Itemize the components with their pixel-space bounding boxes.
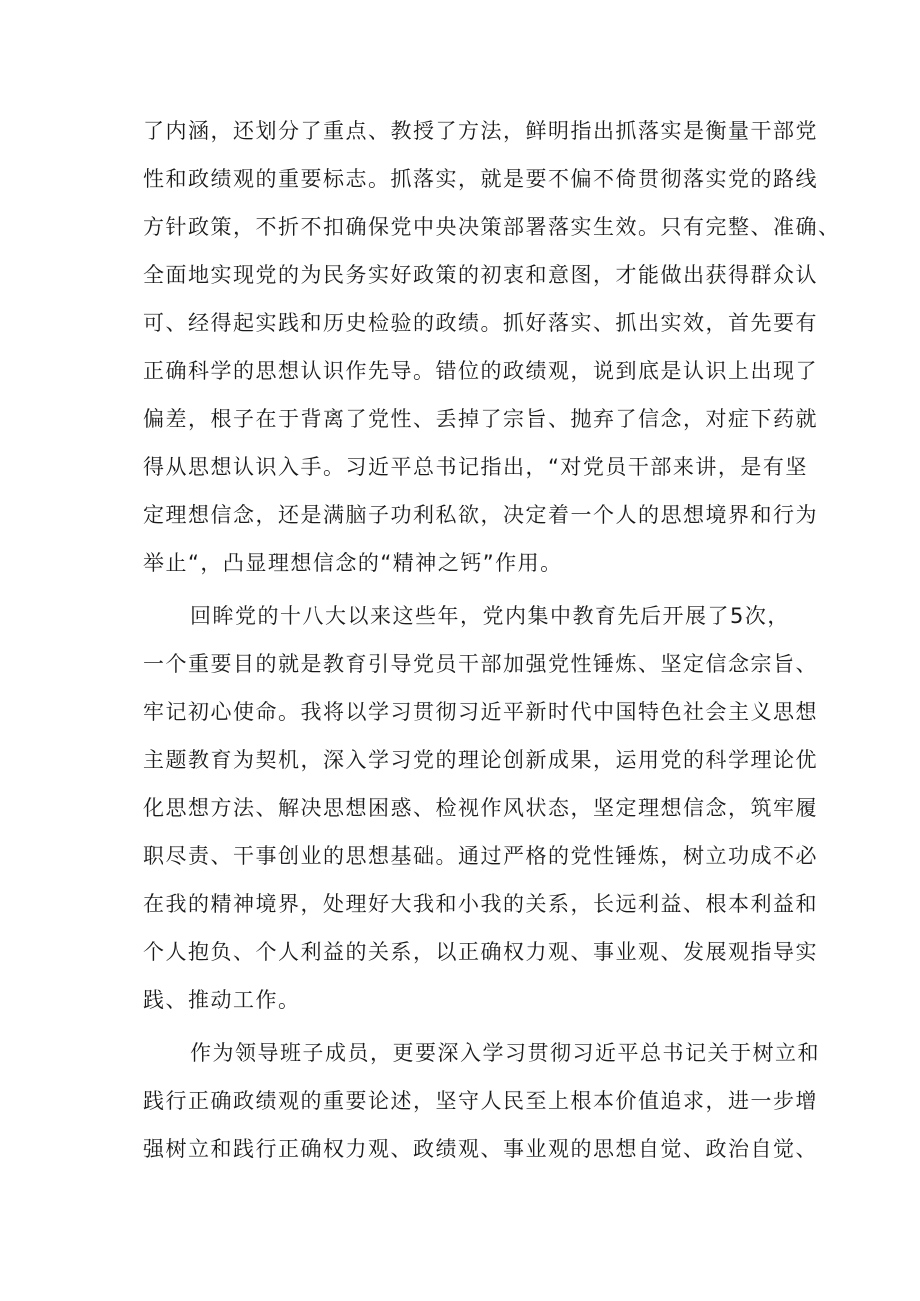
text-line: 定理想信念，还是满脑子功利私欲，决定着一个人的思想境界和行为 — [143, 503, 818, 527]
text-line: 偏差，根子在于背离了党性、丢掉了宗旨、抛弃了信念，对症下药就 — [143, 407, 818, 431]
text-line: 回眸党的十八大以来这些年，党内集中教育先后开展了5次， — [190, 604, 790, 628]
text-line: 可、经得起实践和历史检验的政绩。抓好落实、抓出实效，首先要有 — [143, 311, 818, 335]
text-line: 强树立和践行正确权力观、政绩观、事业观的思想自觉、政治自觉、 — [143, 1137, 818, 1161]
text-line: 作为领导班子成员，更要深入学习贯彻习近平总书记关于树立和 — [190, 1041, 820, 1065]
text-line: 在我的精神境界，处理好大我和小我的关系，长远利益、根本利益和 — [143, 892, 818, 916]
text-line: 践行正确政绩观的重要论述，坚守人民至上根本价值追求，进一步增 — [143, 1089, 818, 1113]
text-line: 举止“，凸显理想信念的“精神之钙”作用。 — [143, 551, 563, 575]
text-line: 践、推动工作。 — [143, 988, 301, 1012]
text-line: 个人抱负、个人利益的关系，以正确权力观、事业观、发展观指导实 — [143, 940, 818, 964]
text-line: 全面地实现党的为民务实好政策的初衷和意图，才能做出获得群众认 — [143, 263, 818, 287]
text-line: 方针政策，不折不扣确保党中央决策部署落实生效。只有完整、准确、 — [143, 215, 841, 239]
text-line: 主题教育为契机，深入学习党的理论创新成果，运用党的科学理论优 — [143, 748, 818, 772]
text-line: 性和政绩观的重要标志。抓落实，就是要不偏不倚贯彻落实党的路线 — [143, 167, 818, 191]
text-line: 得从思想认识入手。习近平总书记指出，“对党员干部来讲，是有坚 — [143, 455, 808, 479]
text-line: 了内涵，还划分了重点、教授了方法，鲜明指出抓落实是衡量干部党 — [143, 119, 818, 143]
text-line: 一个重要目的就是教育引导党员干部加强党性锤炼、坚定信念宗旨、 — [143, 652, 818, 676]
text-line: 化思想方法、解决思想困惑、检视作风状态，坚定理想信念，筑牢履 — [143, 796, 818, 820]
text-line: 职尽责、干事创业的思想基础。通过严格的党性锤炼，树立功成不必 — [143, 844, 818, 868]
text-line: 牢记初心使命。我将以学习贯彻习近平新时代中国特色社会主义思想 — [143, 700, 818, 724]
text-line: 正确科学的思想认识作先导。错位的政绩观，说到底是认识上出现了 — [143, 359, 818, 383]
